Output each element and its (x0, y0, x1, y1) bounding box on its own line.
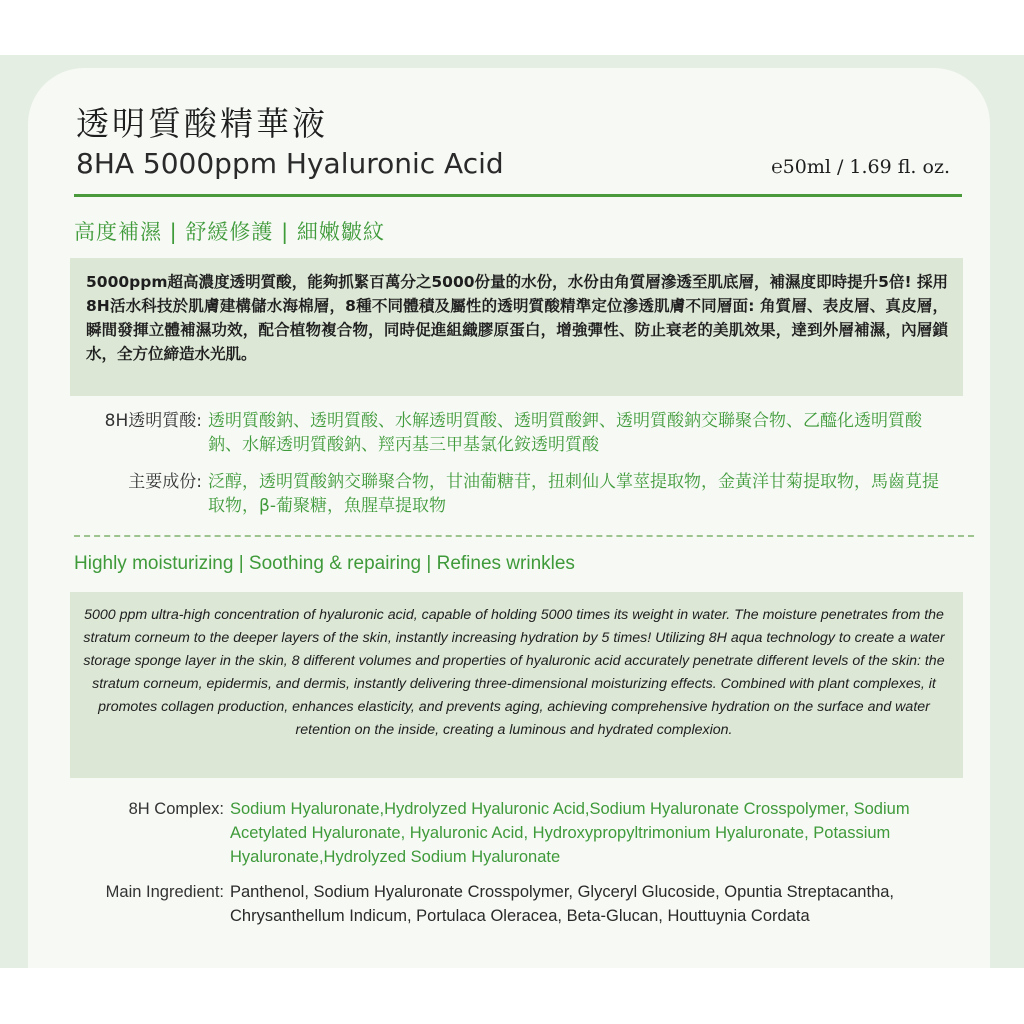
description-en: 5000 ppm ultra-high concentration of hyaluronic acid, capable of holding 5000 times its weight in water. The moisture penetrates from the stratum corneum to the deeper layers of the skin, instantly increasing hydration by 5 times! Utilizing 8H aqua technology to create a water storage sponge layer in the skin, 8 different volumes and properties of hyaluronic acid accurately penetrate different levels of the skin: the stratum corneum, epidermis, and dermis, instantly delivering three-dimensional moisturizing effects. Combined with plant complexes, it promotes collagen production, enhances elasticity, and prevents aging, achieving comprehensive hydration on the surface and water retention on the inside, creating a luminous and hydrated complexion. (83, 607, 945, 738)
section-divider (74, 535, 974, 537)
product-volume: ℮50ml / 1.69 fl. oz. (771, 156, 950, 178)
complex-zh-row (78, 409, 958, 457)
complex-zh-label: 8H透明質酸: (104, 411, 202, 431)
description-zh: 5000ppm超高濃度透明質酸，能夠抓緊百萬分之5000份量的水份，水份由角質層滲透至肌底層，補濕度即時提升5倍! 採用8H活水科技於肌膚建構儲水海棉層，8種不同體積及屬性的透明質酸精準定位滲透肌膚不同層面: 角質層、表皮層、真皮層，瞬間發揮立體補濕功效，配合植物複合物，同時促進組織膠原蛋白，增強彈性、防止衰老的美肌效果，達到外層補濕，內層鎖水，全方位締造水光肌。 (86, 273, 948, 363)
main-zh-row (78, 470, 958, 518)
main-zh-label: 主要成份: (128, 472, 202, 492)
complex-zh-value: 透明質酸鈉、透明質酸、水解透明質酸、透明質酸鉀、透明質酸鈉交聯聚合物、乙醯化透明質酸鈉、水解透明質酸鈉、羥丙基三甲基氯化銨透明質酸 (208, 411, 922, 455)
benefits-en: Highly moisturizing | Soothing & repairing | Refines wrinkles (74, 553, 575, 574)
complex-en-row (78, 797, 958, 869)
product-name-en: 8HA 5000ppm Hyaluronic Acid (76, 147, 504, 180)
complex-en-value: Sodium Hyaluronate,Hydrolyzed Hyaluronic Acid,Sodium Hyaluronate Crosspolymer, Sodium Acetylated Hyaluronate, Hyaluronic Acid, Hydroxypropyltrimonium Hyaluronate, Potassium Hyaluronate,Hydrolyzed Sodium Hyaluronate (230, 800, 910, 866)
product-name-zh: 透明質酸精華液 (76, 104, 328, 143)
main-zh-value: 泛醇，透明質酸鈉交聯聚合物，甘油葡糖苷，扭刺仙人掌莖提取物，金黃洋甘菊提取物，馬齒莧提取物，β-葡聚糖，魚腥草提取物 (208, 472, 939, 516)
title-divider (74, 194, 962, 197)
benefits-zh: 高度補濕 | 舒緩修護 | 細嫩皺紋 (74, 220, 385, 244)
main-en-row (78, 880, 958, 928)
main-en-value: Panthenol, Sodium Hyaluronate Crosspolymer, Glyceryl Glucoside, Opuntia Streptacantha, Chrysanthellum Indicum, Portulaca Oleracea, Beta-Glucan, Houttuynia Cordata (230, 883, 895, 925)
complex-en-label: 8H Complex: (128, 800, 224, 818)
main-en-label: Main Ingredient: (105, 883, 224, 901)
